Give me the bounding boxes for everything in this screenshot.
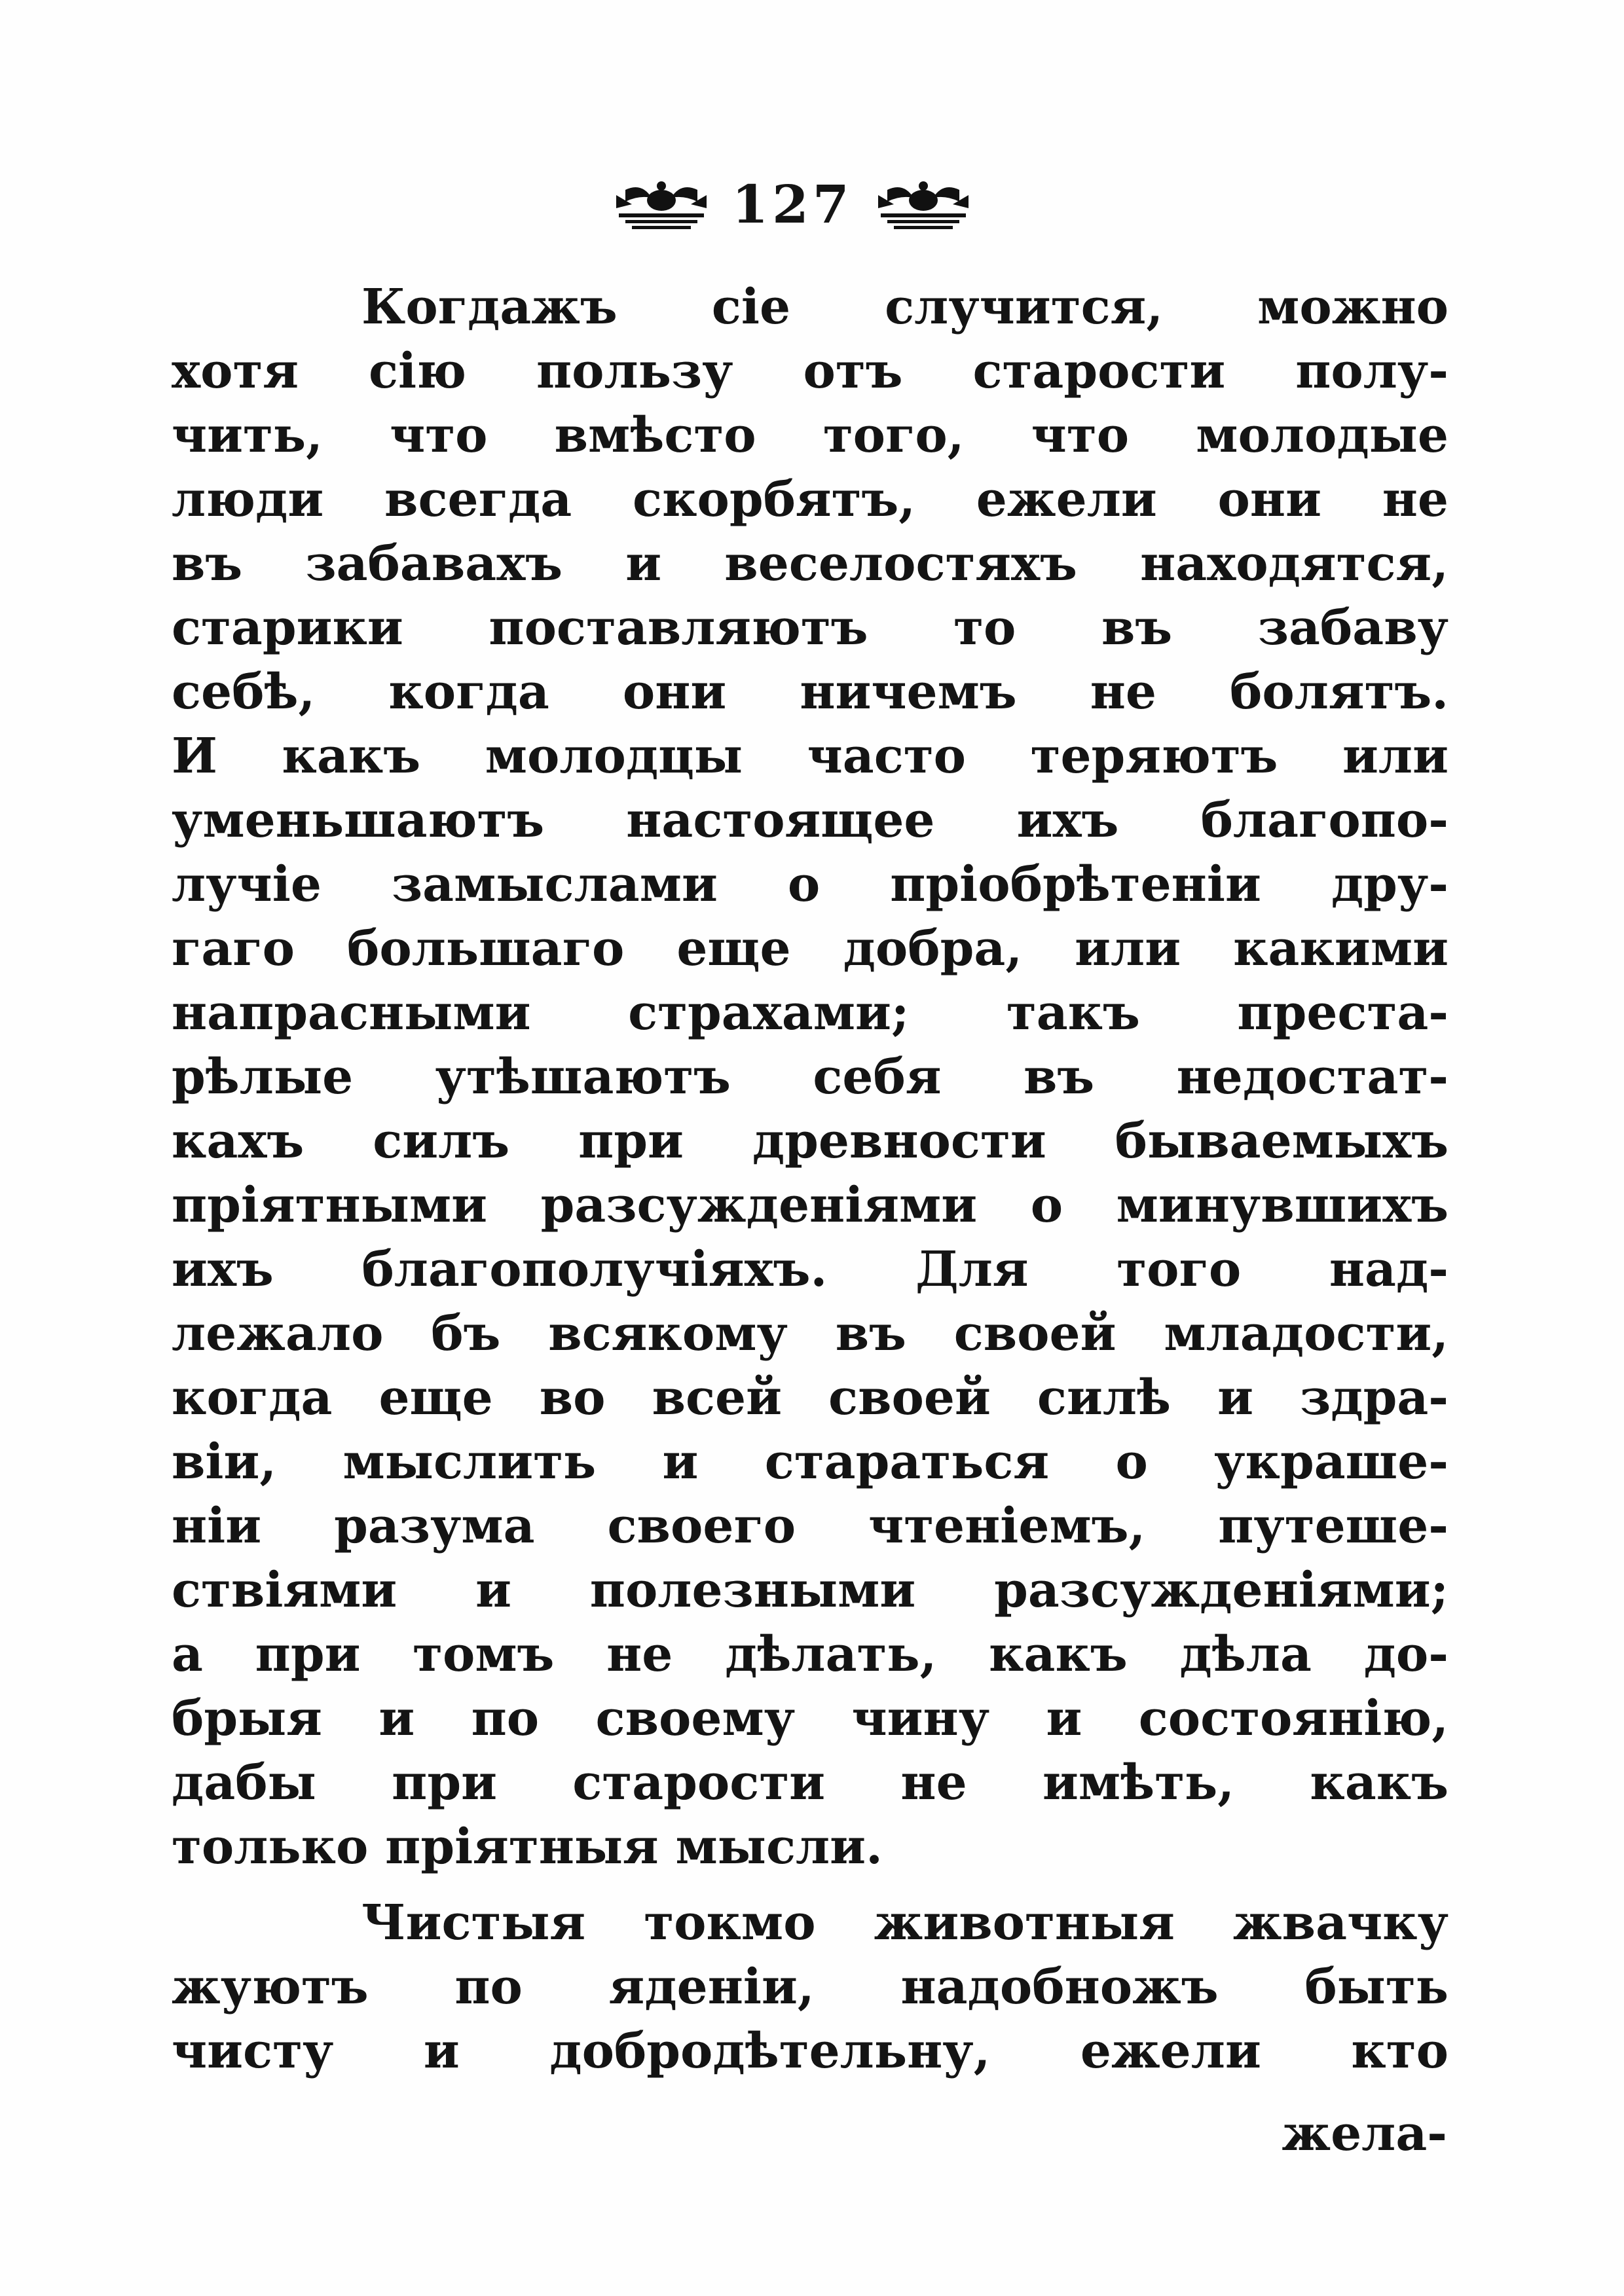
text-line: ихъ благополучіяхъ. Для того над- — [172, 1241, 1449, 1298]
text-line: ствіями и полезными разсужденіями; — [172, 1562, 1449, 1618]
body-text — [172, 275, 1449, 2083]
text-line: кахъ силъ при древности бываемыхъ — [172, 1113, 1449, 1169]
page-number: 127 — [731, 173, 853, 235]
text-line: напрасными страхами; такъ преста- — [172, 985, 1449, 1041]
text-line: чить, что вмѣсто того, что молодые — [172, 407, 1449, 464]
text-line: ніи разума своего чтеніемъ, путеше- — [172, 1498, 1449, 1554]
text-line: уменьшаютъ настоящее ихъ благопо- — [172, 792, 1449, 848]
paragraph-gap — [172, 1879, 1449, 1891]
text-line: люди всегда скорбятъ, ежели они не — [172, 471, 1449, 528]
text-line: рѣлые утѣшаютъ себя въ недостат- — [172, 1049, 1449, 1105]
text-line: лежало бъ всякому въ своей младости, — [172, 1305, 1449, 1362]
text-line: старики поставляютъ то въ забаву — [172, 600, 1449, 656]
text-line: жуютъ по яденіи, надобножъ быть — [172, 1959, 1449, 2015]
text-line: гаго большаго еще добра, или какими — [172, 920, 1449, 977]
catchword: жела- — [1282, 2105, 1447, 2162]
text-line: брыя и по своему чину и состоянію, — [172, 1690, 1449, 1747]
text-line: а при томъ не дѣлать, какъ дѣла до- — [172, 1626, 1449, 1683]
text-line: въ забавахъ и веселостяхъ находятся, — [172, 536, 1449, 592]
text-line: чисту и добродѣтельну, ежели кто — [172, 2023, 1449, 2079]
text-line: дабы при старости не имѣть, какъ — [172, 1755, 1449, 1811]
text-line: когда еще во всей своей силѣ и здра- — [172, 1370, 1449, 1426]
paragraph-1 — [172, 275, 1449, 1879]
text-line: лучіе замыслами о пріобрѣтеніи дру- — [172, 856, 1449, 913]
text-line: И какъ молодцы часто теряютъ или — [172, 728, 1449, 784]
paragraph-2 — [172, 1891, 1449, 2083]
text-line: себѣ, когда они ничемъ не болятъ. — [172, 664, 1449, 720]
crown-ornament-icon — [874, 175, 972, 234]
text-line: Когдажъ сіе случится, можно — [361, 279, 1449, 335]
text-line: віи, мыслить и стараться о украше- — [172, 1434, 1449, 1490]
text-line: только пріятныя мысли. — [172, 1819, 883, 1875]
text-line: пріятными разсужденіями о минувшихъ — [172, 1177, 1449, 1233]
text-line: хотя сію пользу отъ старости полу- — [172, 343, 1449, 399]
crown-ornament-icon — [612, 175, 710, 234]
text-line: Чистыя токмо животныя жвачку — [361, 1895, 1449, 1951]
